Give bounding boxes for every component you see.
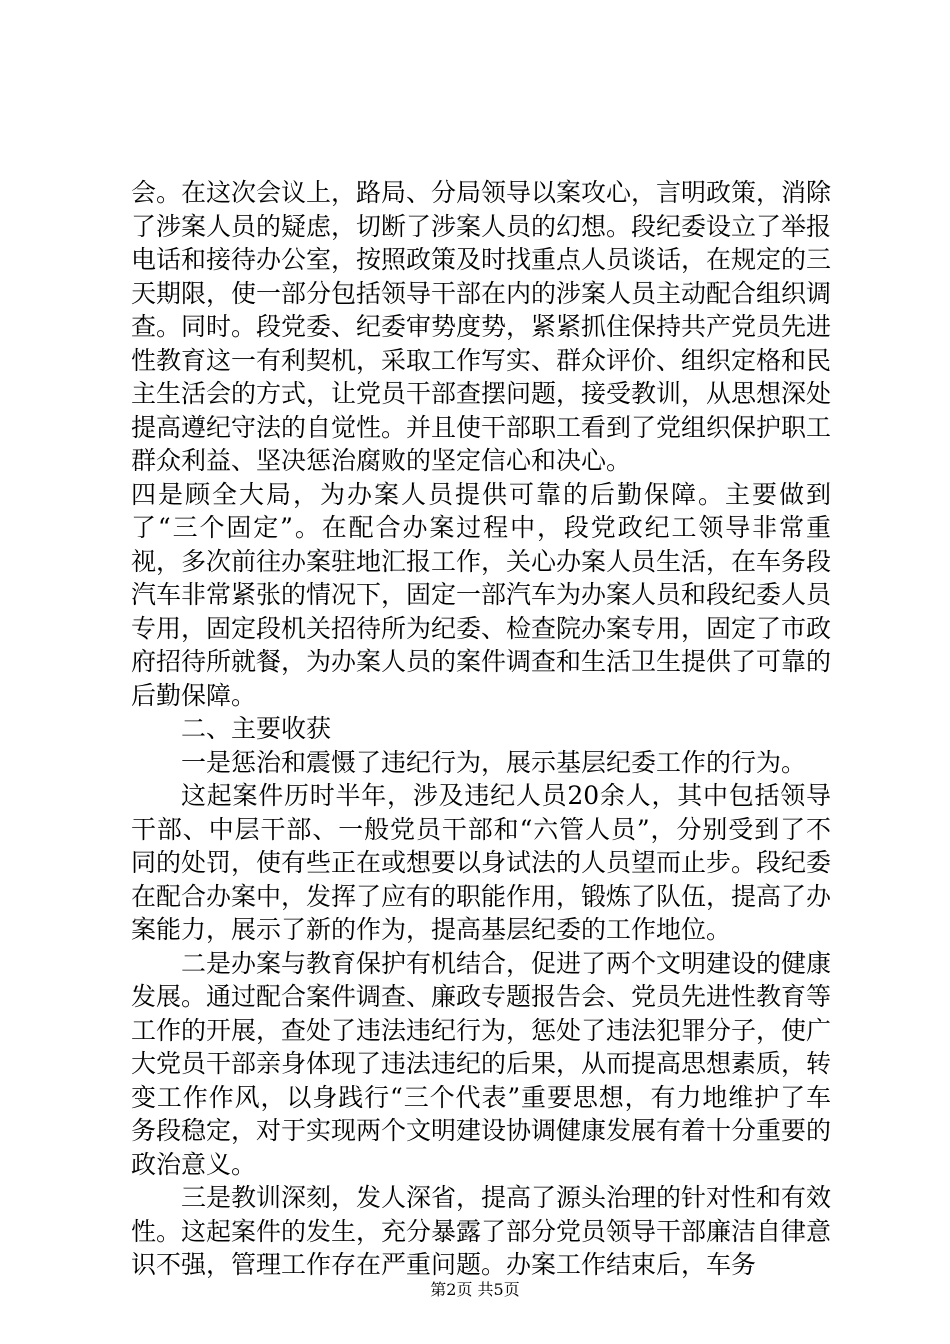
paragraph-gain-one-title: 一是惩治和震慑了违纪行为，展示基层纪委工作的行为。 [181, 747, 807, 777]
page-number-footer: 第2页 共5页 [430, 1280, 520, 1299]
document-body [131, 176, 831, 1282]
paragraph-gain-one-body: 这起案件历时半年，涉及违纪人员20余人，其中包括领导干部、中层干部、一般党员干部和“六管人员”，分别受到了不同的处罚，使有些正在或想要以身试法的人员望而止步。段纪委在配合办案中，发挥了应有的职能作用，锻炼了队伍，提高了办案能力，展示了新的作为，提高基层纪委的工作地位。 [131, 781, 832, 944]
paragraph-continuation: 会。在这次会议上，路局、分局领导以案攻心，言明政策，消除了涉案人员的疑虑，切断了涉案人员的幻想。段纪委设立了举报电话和接待办公室，按照政策及时找重点人员谈话，在规定的三天期限，使一部分包括领导干部在内的涉案人员主动配合组织调查。同时。段党委、纪委审势度势，紧紧抓住保持共产党员先进性教育这一有利契机，采取工作写实、群众评价、组织定格和民主生活会的方式，让党员干部查摆问题，接受教训，从思想深处提高遵纪守法的自觉性。并且使干部职工看到了党组织保护职工群众利益、坚决惩治腐败的坚定信心和决心。 [131, 178, 832, 475]
paragraph-gain-two: 二是办案与教育保护有机结合，促进了两个文明建设的健康发展。通过配合案件调查、廉政专题报告会、党员先进性教育等工作的开展，查处了违法违纪行为，惩处了违法犯罪分子，使广大党员干部亲身体现了违法违纪的后果，从而提高思想素质，转变工作作风，以身践行“三个代表”重要思想，有力地维护了车务段稳定，对于实现两个文明建设协调健康发展有着十分重要的政治意义。 [131, 948, 832, 1179]
paragraph-gain-three: 三是教训深刻，发人深省，提高了源头治理的针对性和有效性。这起案件的发生，充分暴露了部分党员领导干部廉洁自律意识不强，管理工作存在严重问题。办案工作结束后，车务 [131, 1183, 832, 1279]
paragraph-logistics: 四是顾全大局，为办案人员提供可靠的后勤保障。主要做到了“三个固定”。在配合办案过程中，段党政纪工领导非常重视，多次前往办案驻地汇报工作，关心办案人员生活，在车务段汽车非常紧张的情况下，固定一部汽车为办案人员和段纪委人员专用，固定段机关招待所为纪委、检查院办案专用，固定了市政府招待所就餐，为办案人员的案件调查和生活卫生提供了可靠的后勤保障。 [131, 479, 832, 710]
section-heading-main-gains: 二、主要收获 [181, 714, 332, 743]
